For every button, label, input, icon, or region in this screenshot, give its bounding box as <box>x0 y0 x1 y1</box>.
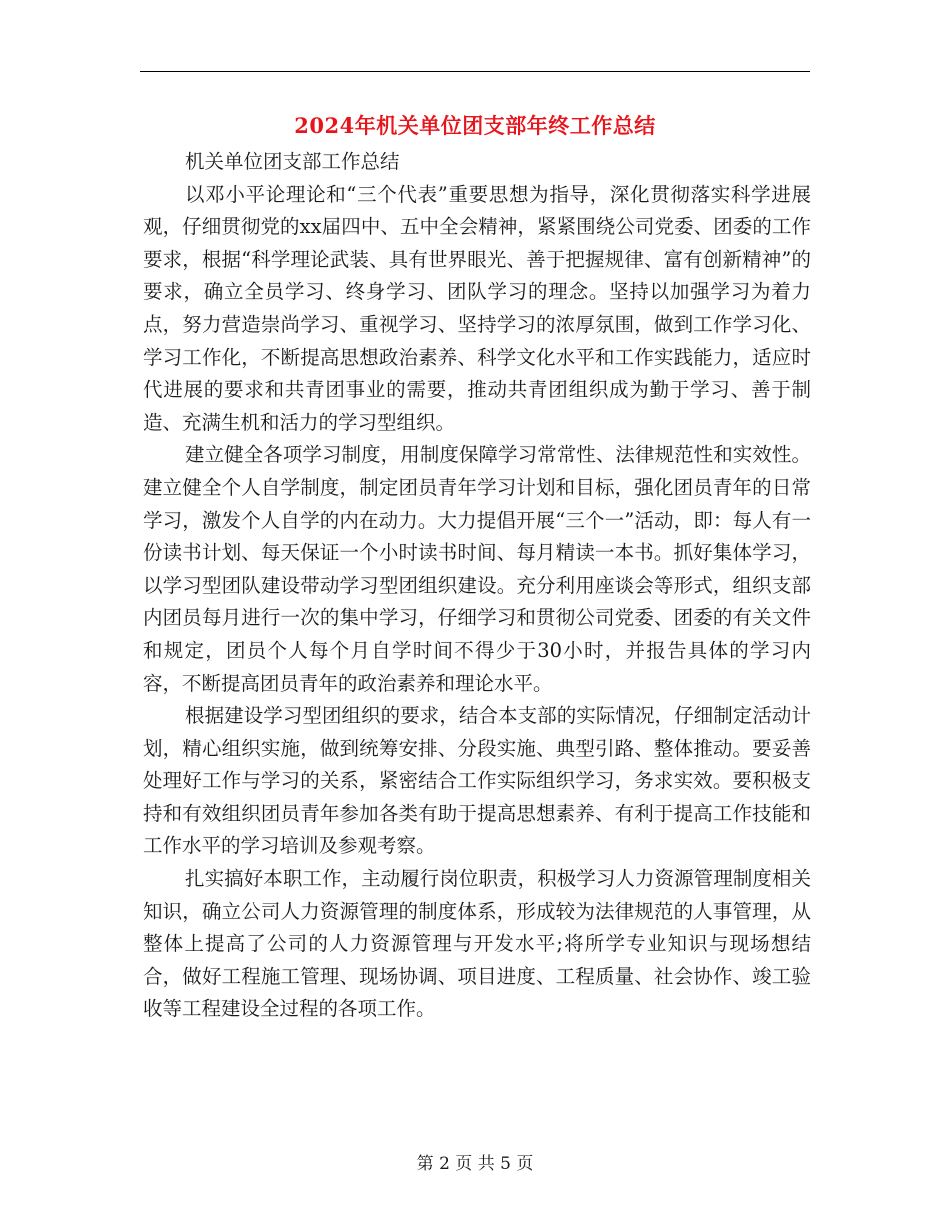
body-paragraph-1: 以邓小平论理论和“三个代表”重要思想为指导，深化贯彻落实科学进展观，仔细贯彻党的xx届四中、五中全会精神，紧紧围绕公司党委、团委的工作要求，根据“科学理论武装、具有世界眼光、善于把握规律、富有创新精神”的要求，确立全员学习、终身学习、团队学习的理念。坚持以加强学习为着力点，努力营造崇尚学习、重视学习、坚持学习的浓厚氛围，做到工作学习化、学习工作化，不断提高思想政治素养、科学文化水平和工作实践能力，适应时代进展的要求和共青团事业的需要，推动共青团组织成为勤于学习、善于制造、充满生机和活力的学习型组织。 <box>143 182 811 434</box>
document-body <box>143 146 811 1026</box>
document-subtitle: 机关单位团支部工作总结 <box>185 150 400 173</box>
body-paragraph-3: 根据建设学习型团组织的要求，结合本支部的实际情况，仔细制定活动计划，精心组织实施，做到统筹安排、分段实施、典型引路、整体推动。要妥善处理好工作与学习的关系，紧密结合工作实际组织学习，务求实效。要积极支持和有效组织团员青年参加各类有助于提高思想素养、有利于提高工作技能和工作水平的学习培训及参观考察。 <box>143 704 811 858</box>
body-paragraph-4: 扎实搞好本职工作，主动履行岗位职责，积极学习人力资源管理制度相关知识，确立公司人力资源管理的制度体系，形成较为法律规范的人事管理，从整体上提高了公司的人力资源管理与开发水平;将所学专业知识与现场想结合，做好工程施工管理、现场协调、项目进度、工程质量、社会协作、竣工验收等工程建设全过程的各项工作。 <box>143 867 811 1021</box>
header-rule <box>140 71 810 72</box>
page-footer: 第 2 页 共 5 页 <box>416 1154 534 1174</box>
body-paragraph-2: 建立健全各项学习制度，用制度保障学习常常性、法律规范性和实效性。建立健全个人自学制度，制定团员青年学习计划和目标，强化团员青年的日常学习，激发个人自学的内在动力。大力提倡开展“三个一”活动，即：每人有一份读书计划、每天保证一个小时读书时间、每月精读一本书。抓好集体学习，以学习型团队建设带动学习型团组织建设。充分利用座谈会等形式，组织支部内团员每月进行一次的集中学习，仔细学习和贯彻公司党委、团委的有关文件和规定，团员个人每个月自学时间不得少于30小时，并报告具体的学习内容，不断提高团员青年的政治素养和理论水平。 <box>143 443 811 695</box>
document-title: 2024年机关单位团支部年终工作总结 <box>294 113 656 138</box>
